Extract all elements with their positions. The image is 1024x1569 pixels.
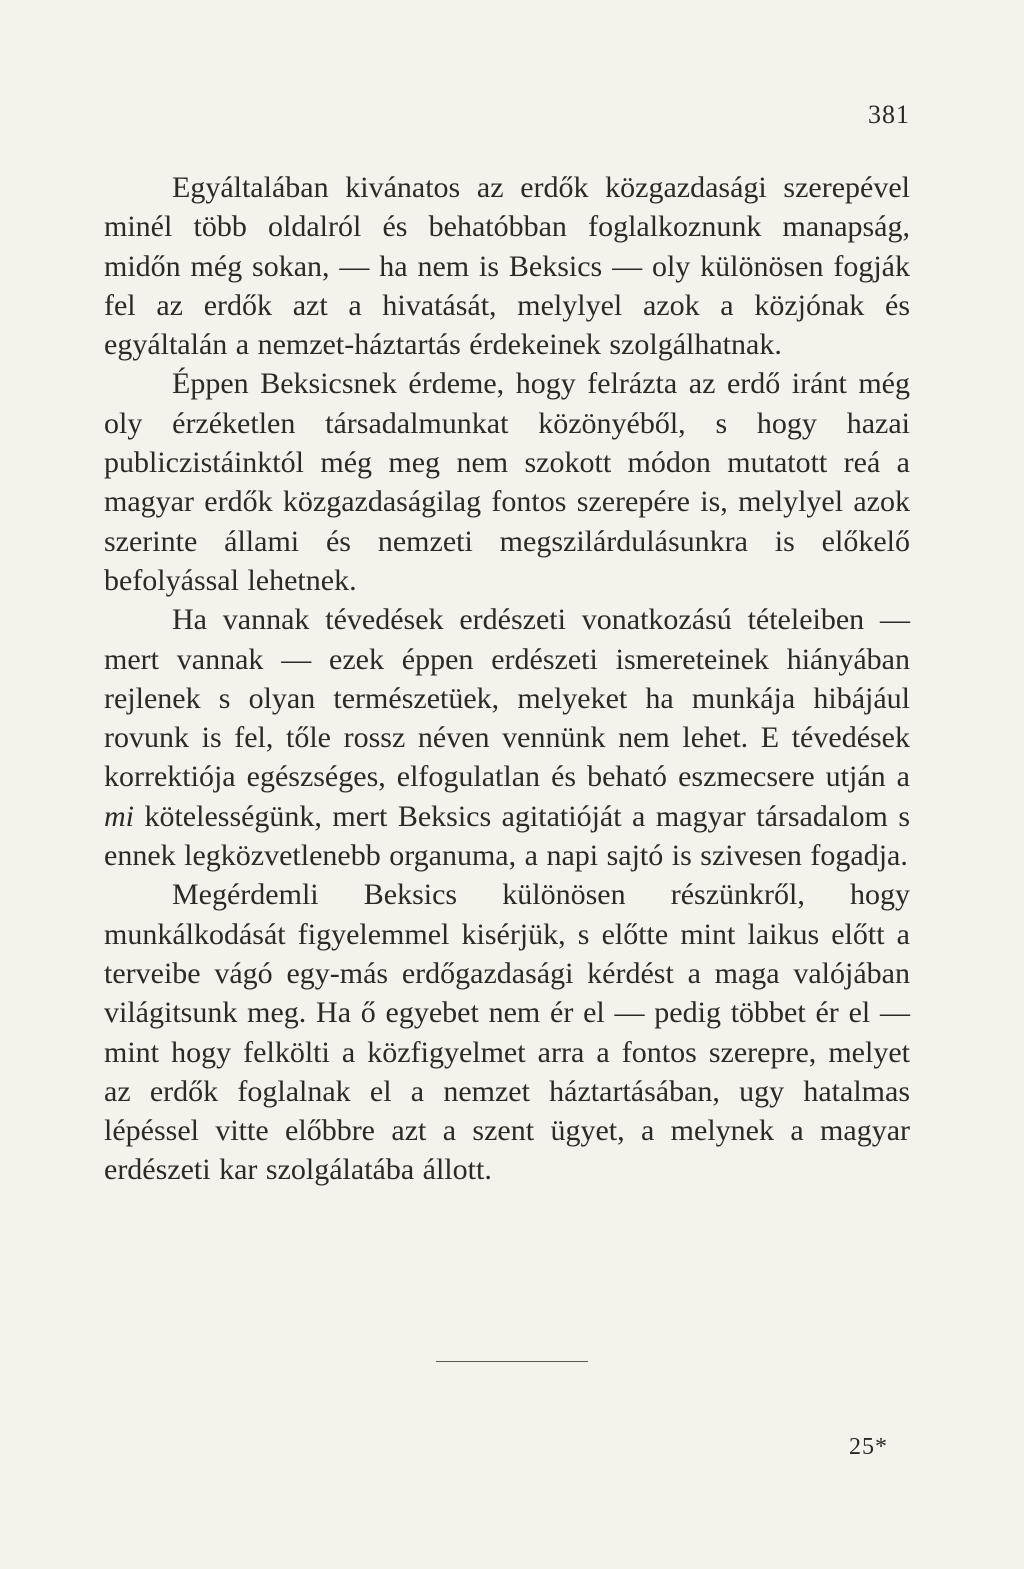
paragraph-4-text: Megérdemli Beksics különösen részünkről, hogy munkálkodását figyelemmel kisérjük, s előtte mint laikus előtt a terveibe vágó egy-más erdőgazdasági kérdést a maga valójában világitsunk meg. Ha ő egyebet nem ér el — pedig többet ér el — mint hogy felkölti a közfigyelmet arra a fontos szerepre, melyet az erdők foglalnak el a nemzet háztartásában, ugy hatalmas lépéssel vitte előbbre azt a szent ügyet, a melynek a magyar erdészeti kar szolgálatába állott. [104,878,910,1187]
paragraph-2 [104,364,910,600]
paragraph-2-text: Éppen Beksicsnek érdeme, hogy felrázta az erdő iránt még oly érzéketlen társadalmunkat közönyéből, s hogy hazai publiczistáinktól még meg nem szokott módon mutatott reá a magyar erdők közgazdaságilag fontos szerepére is, melylyel azok szerinte állami és nemzeti megszilárdulásunkra is előkelő befolyással lehetnek. [104,367,910,597]
paragraph-3-italic-word: mi [104,799,134,833]
section-separator-rule [436,1361,588,1362]
paragraph-3-text-after: kötelességünk, mert Beksics agitatióját a magyar társadalom s ennek legközvetlenebb organuma, a napi sajtó is szivesen fogadja. [104,799,910,873]
paragraph-3 [104,600,910,875]
paragraph-1 [104,168,910,364]
printer-signature-mark: 25* [849,1434,888,1460]
paragraph-3-text-before: Ha vannak tévedések erdészeti vonatkozású tételeiben — mert vannak — ezek éppen erdészeti ismereteinek hiányában rejlenek s olyan természetüek, melyeket ha munkája hibájául rovunk is fel, tőle rossz néven vennünk nem lehet. E tévedések korrektiója egészséges, elfogulatlan és beható eszmecsere utján a [104,603,910,794]
paragraph-1-text: Egyáltalában kivánatos az erdők közgazdasági szerepével minél több oldalról és behatóbban foglalkoznunk manapság, midőn még sokan, — ha nem is Beksics — oly különösen fogják fel az erdők azt a hivatását, melylyel azok a közjónak és egyáltalán a nemzet-háztartás érdekeinek szolgálhatnak. [104,171,910,362]
paragraph-4 [104,875,910,1189]
page-number: 381 [868,100,910,129]
body-text [104,168,910,1190]
